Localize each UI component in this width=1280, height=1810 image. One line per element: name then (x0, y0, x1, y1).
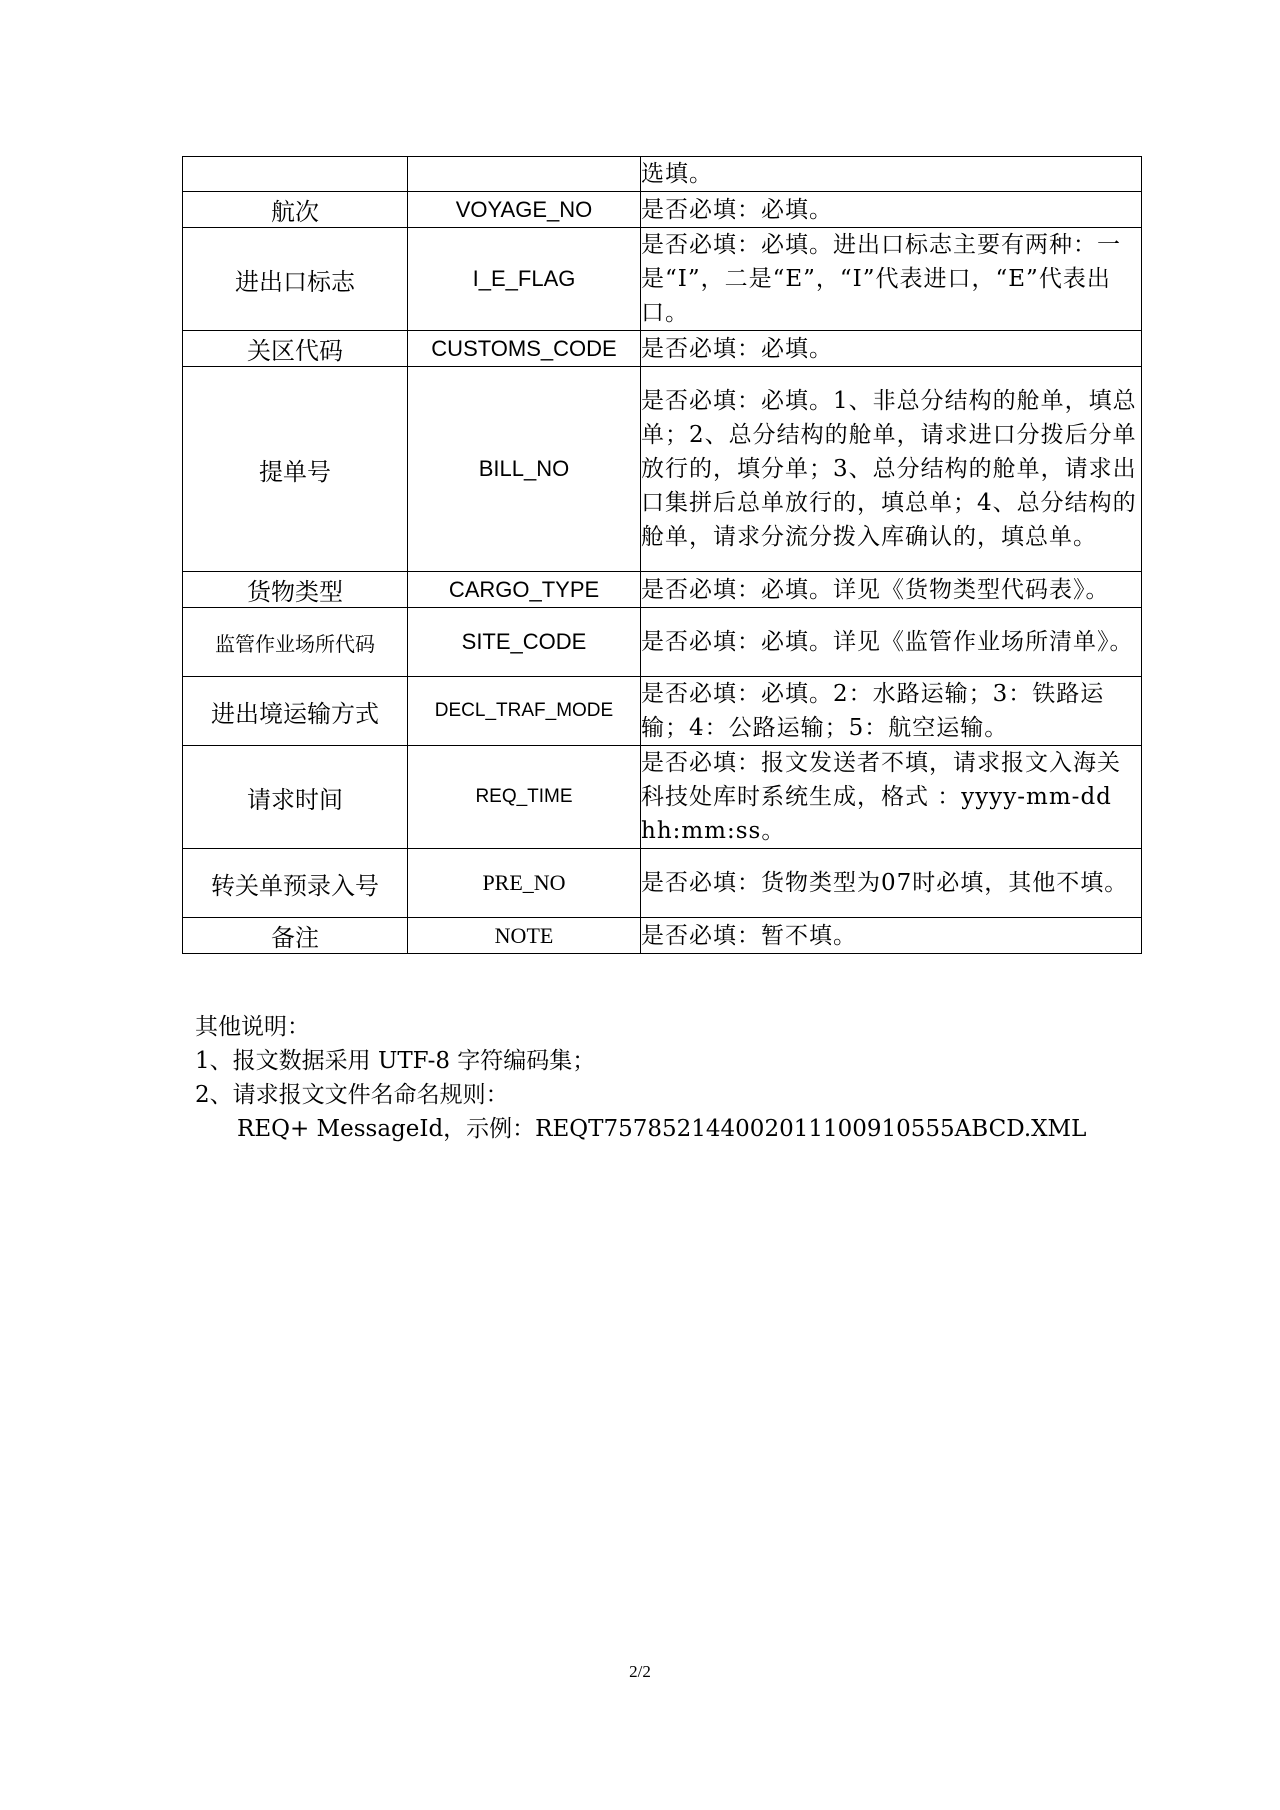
field-code-cell: SITE_CODE (408, 608, 641, 677)
table-row (183, 331, 1142, 367)
table-row (183, 157, 1142, 192)
field-code-cell: BILL_NO (408, 367, 641, 572)
table-row (183, 367, 1142, 572)
table-row (183, 608, 1142, 677)
field-desc-cell: 是否必填：必填。 (641, 331, 1142, 367)
other-notes (195, 1010, 1086, 1146)
field-code-cell: NOTE (408, 918, 641, 954)
field-name-cell: 进出境运输方式 (183, 677, 408, 746)
notes-heading: 其他说明： (195, 1014, 310, 1040)
field-desc-cell: 是否必填：必填。详见《监管作业场所清单》。 (641, 608, 1142, 677)
field-name-cell (183, 157, 408, 192)
field-desc-cell: 是否必填：必填。详见《货物类型代码表》。 (641, 572, 1142, 608)
table-row (183, 192, 1142, 228)
field-name-cell: 货物类型 (183, 572, 408, 608)
field-desc-cell: 是否必填：必填。1、非总分结构的舱单，填总单；2、总分结构的舱单，请求进口分拨后分单放行的，填分单；3、总分结构的舱单，请求出口集拼后总单放行的，填总单；4、总分结构的舱单，请求分流分拨入库确认的，填总单。 (641, 367, 1142, 572)
field-name-cell: 进出口标志 (183, 228, 408, 331)
notes-item-1: 1、报文数据采用 UTF-8 字符编码集； (195, 1048, 596, 1074)
notes-item-2-detail: REQ+ MessageId，示例：REQT757852144002011100910555ABCD.XML (237, 1116, 1087, 1142)
field-desc-cell: 是否必填：必填。2：水路运输；3：铁路运输；4：公路运输；5：航空运输。 (641, 677, 1142, 746)
field-code-cell: VOYAGE_NO (408, 192, 641, 228)
field-name-cell: 航次 (183, 192, 408, 228)
field-desc-cell: 是否必填：必填。 (641, 192, 1142, 228)
table-row (183, 849, 1142, 918)
field-code-cell: I_E_FLAG (408, 228, 641, 331)
field-code-cell: DECL_TRAF_MODE (408, 677, 641, 746)
field-desc-cell: 选填。 (641, 157, 1142, 192)
table-row (183, 572, 1142, 608)
field-name-cell: 请求时间 (183, 746, 408, 849)
table-row (183, 228, 1142, 331)
field-code-cell: REQ_TIME (408, 746, 641, 849)
table-row (183, 746, 1142, 849)
table-row (183, 918, 1142, 954)
field-name-cell: 转关单预录入号 (183, 849, 408, 918)
page-number: 2/2 (629, 1662, 651, 1681)
field-spec-table (182, 156, 1142, 954)
field-name-cell: 监管作业场所代码 (183, 608, 408, 677)
field-desc-cell: 是否必填：报文发送者不填，请求报文入海关科技处库时系统生成，格式 ：yyyy-mm-dd hh:mm:ss。 (641, 746, 1142, 849)
field-code-cell: CUSTOMS_CODE (408, 331, 641, 367)
field-code-cell: PRE_NO (408, 849, 641, 918)
field-name-cell: 备注 (183, 918, 408, 954)
field-name-cell: 提单号 (183, 367, 408, 572)
field-code-cell: CARGO_TYPE (408, 572, 641, 608)
field-desc-cell: 是否必填：货物类型为07时必填，其他不填。 (641, 849, 1142, 918)
field-desc-cell: 是否必填：暂不填。 (641, 918, 1142, 954)
field-code-cell (408, 157, 641, 192)
field-desc-cell: 是否必填：必填。进出口标志主要有两种：一是“I”，二是“E”，“I”代表进口，“E”代表出口。 (641, 228, 1142, 331)
notes-item-2: 2、请求报文文件名命名规则： (195, 1082, 509, 1108)
field-name-cell: 关区代码 (183, 331, 408, 367)
table-row (183, 677, 1142, 746)
